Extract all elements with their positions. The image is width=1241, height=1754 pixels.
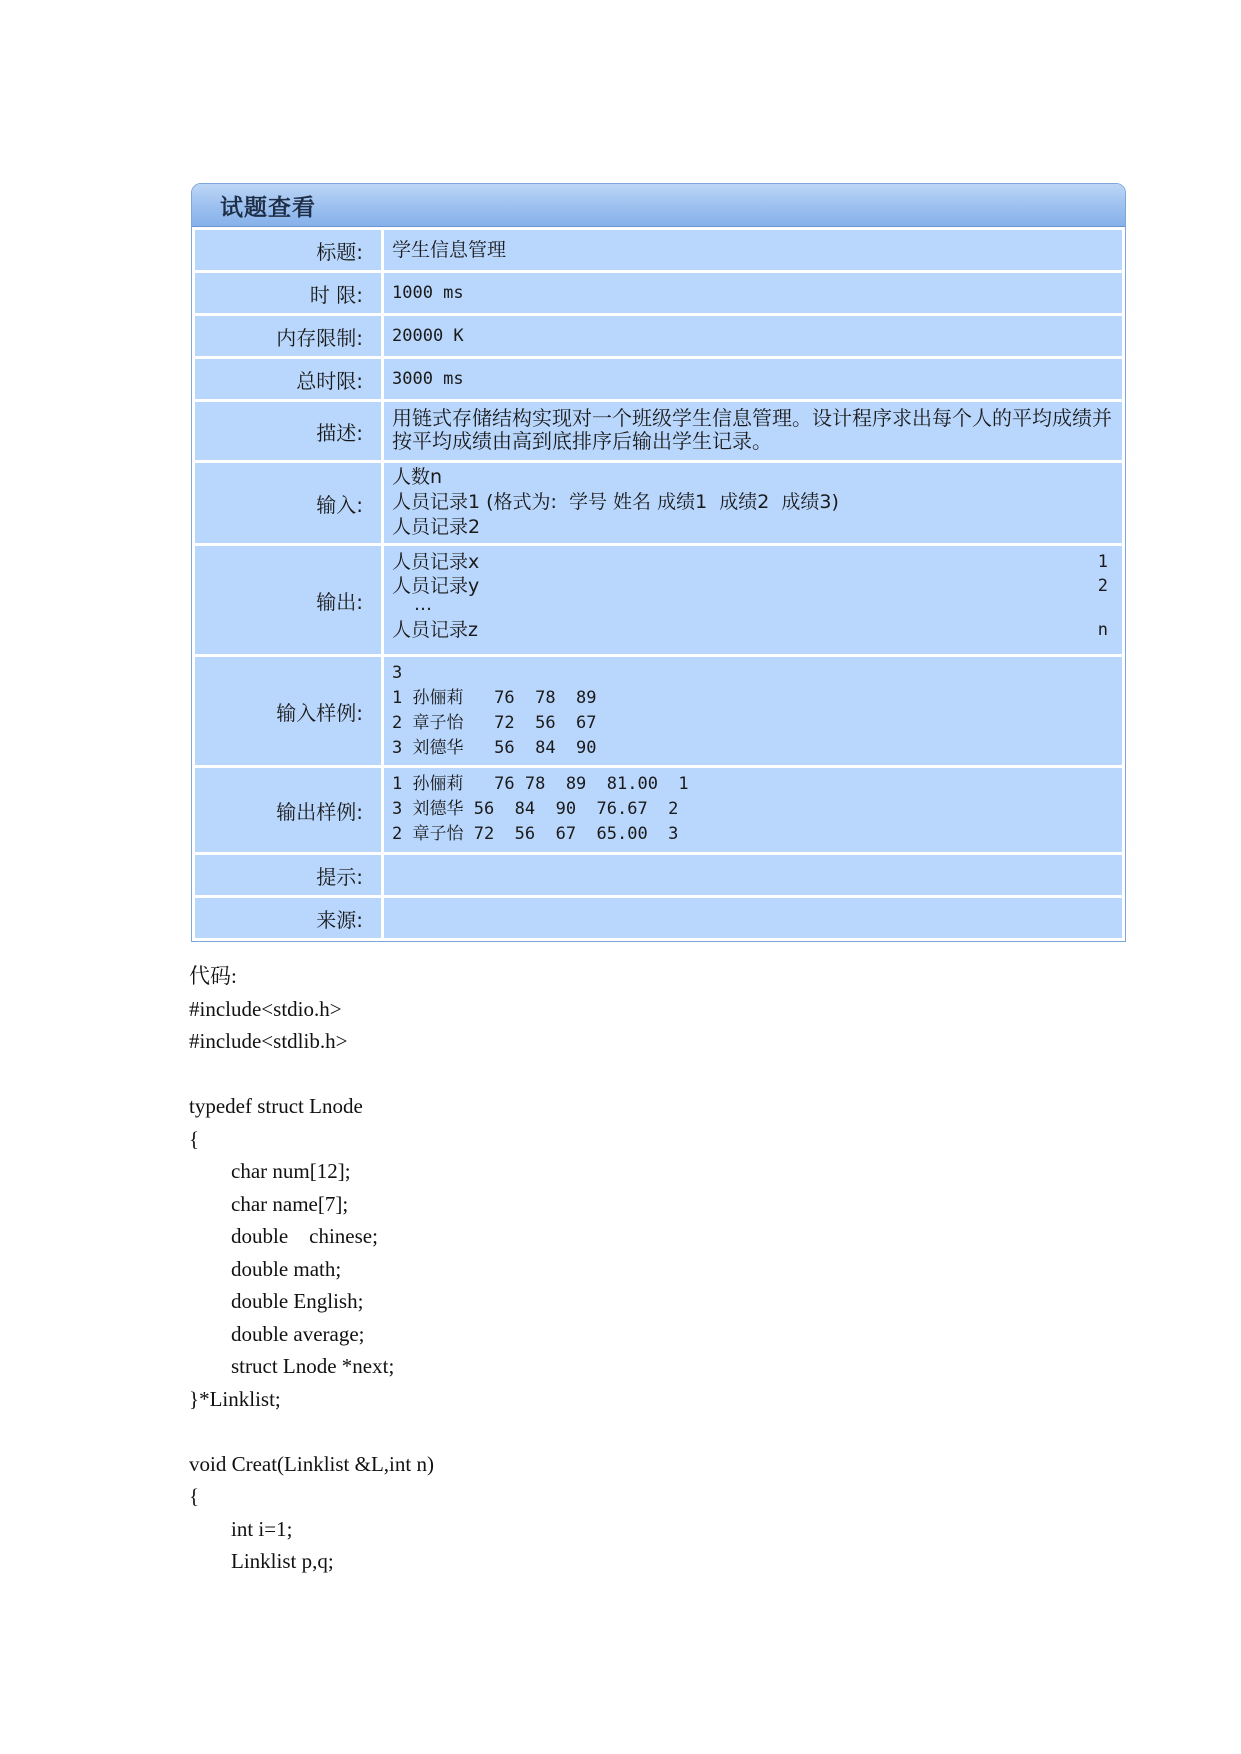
- row-hint: [195, 855, 1122, 895]
- input-line: 人数n: [392, 466, 443, 488]
- sample-input-line: 2 章子怡 72 56 67: [392, 713, 597, 733]
- code-line: {: [189, 1126, 200, 1151]
- code-line: char num[12];: [231, 1159, 351, 1183]
- hint-value: [384, 855, 1122, 895]
- input-label: 输入:: [195, 463, 381, 543]
- output-line-rank: 2: [1097, 576, 1108, 596]
- row-total-time-limit: [195, 359, 1122, 399]
- code-section: [189, 960, 434, 1578]
- output-value: [384, 546, 1122, 654]
- output-line-rank: n: [1097, 620, 1108, 640]
- sample-input-line: 3: [392, 663, 403, 683]
- sample-output-line: 2 章子怡 72 56 67 65.00 3: [392, 824, 679, 844]
- total-time-limit-value: 3000 ms: [384, 359, 1122, 399]
- source-label: 来源:: [195, 898, 381, 938]
- code-line: [189, 1058, 434, 1091]
- sample-input-line: 3 刘德华 56 84 90: [392, 738, 597, 758]
- input-line: 人员记录1 (格式为: 学号 姓名 成绩1 成绩2 成绩3): [392, 491, 839, 513]
- row-source: [195, 898, 1122, 938]
- time-limit-value: 1000 ms: [384, 273, 1122, 313]
- row-memory-limit: [195, 316, 1122, 356]
- sample-input-value: [384, 657, 1122, 765]
- row-time-limit: [195, 273, 1122, 313]
- code-line: {: [189, 1484, 200, 1508]
- code-line: int i=1;: [231, 1516, 293, 1541]
- code-line: #include<stdio.h>: [189, 996, 342, 1021]
- code-line: Linklist p,q;: [231, 1549, 334, 1573]
- code-line: #include<stdlib.h>: [189, 1029, 348, 1053]
- code-heading: 代码:: [189, 964, 237, 988]
- code-line: [189, 1415, 434, 1448]
- sample-output-label: 输出样例:: [195, 768, 381, 852]
- sample-output-line: 3 刘德华 56 84 90 76.67 2: [392, 799, 679, 819]
- input-line: 人员记录2: [392, 516, 481, 538]
- output-line-text: 人员记录x: [392, 551, 480, 573]
- code-listing: [189, 993, 434, 1578]
- memory-limit-label: 内存限制:: [195, 316, 381, 356]
- sample-output-value: [384, 768, 1122, 852]
- hint-label: 提示:: [195, 855, 381, 895]
- output-line: [392, 574, 1108, 598]
- code-line: double English;: [231, 1289, 364, 1313]
- problem-panel: [191, 183, 1126, 942]
- code-line: char name[7];: [231, 1191, 349, 1216]
- output-line-text: 人员记录z: [392, 619, 478, 641]
- output-line-text: 人员记录y: [392, 575, 480, 597]
- code-line: void Creat(Linklist &L,int n): [189, 1451, 434, 1476]
- row-input: [195, 463, 1122, 543]
- code-line: }*Linklist;: [189, 1386, 281, 1411]
- title-label: 标题:: [195, 230, 381, 270]
- output-line: [392, 618, 1108, 642]
- code-line: typedef struct Lnode: [189, 1094, 363, 1118]
- input-value: [384, 463, 1122, 543]
- output-line: [392, 594, 1108, 615]
- sample-output-line: 1 孙俪莉 76 78 89 81.00 1: [392, 774, 689, 794]
- row-sample-output: [195, 768, 1122, 852]
- code-line: double math;: [231, 1256, 342, 1281]
- output-label: 输出:: [195, 546, 381, 654]
- panel-header: [192, 184, 1125, 227]
- output-line-rank: 1: [1097, 552, 1108, 572]
- row-description: [195, 402, 1122, 460]
- sample-input-line: 1 孙俪莉 76 78 89: [392, 688, 597, 708]
- row-title: [195, 230, 1122, 270]
- problem-info-table: [192, 227, 1125, 941]
- row-output: [195, 546, 1122, 654]
- description-value: 用链式存储结构实现对一个班级学生信息管理。设计程序求出每个人的平均成绩并按平均成绩由高到底排序后输出学生记录。: [384, 402, 1122, 460]
- code-line: struct Lnode *next;: [231, 1354, 395, 1378]
- time-limit-label: 时 限:: [195, 273, 381, 313]
- sample-input-label: 输入样例:: [195, 657, 381, 765]
- output-line: [392, 550, 1108, 574]
- code-line: double chinese;: [231, 1224, 378, 1248]
- total-time-limit-label: 总时限:: [195, 359, 381, 399]
- memory-limit-value: 20000 K: [384, 316, 1122, 356]
- row-sample-input: [195, 657, 1122, 765]
- output-line-text: …: [414, 594, 432, 615]
- description-label: 描述:: [195, 402, 381, 460]
- title-value: 学生信息管理: [384, 230, 1122, 270]
- code-line: double average;: [231, 1321, 365, 1346]
- source-value: [384, 898, 1122, 938]
- panel-title: 试题查看: [220, 194, 316, 221]
